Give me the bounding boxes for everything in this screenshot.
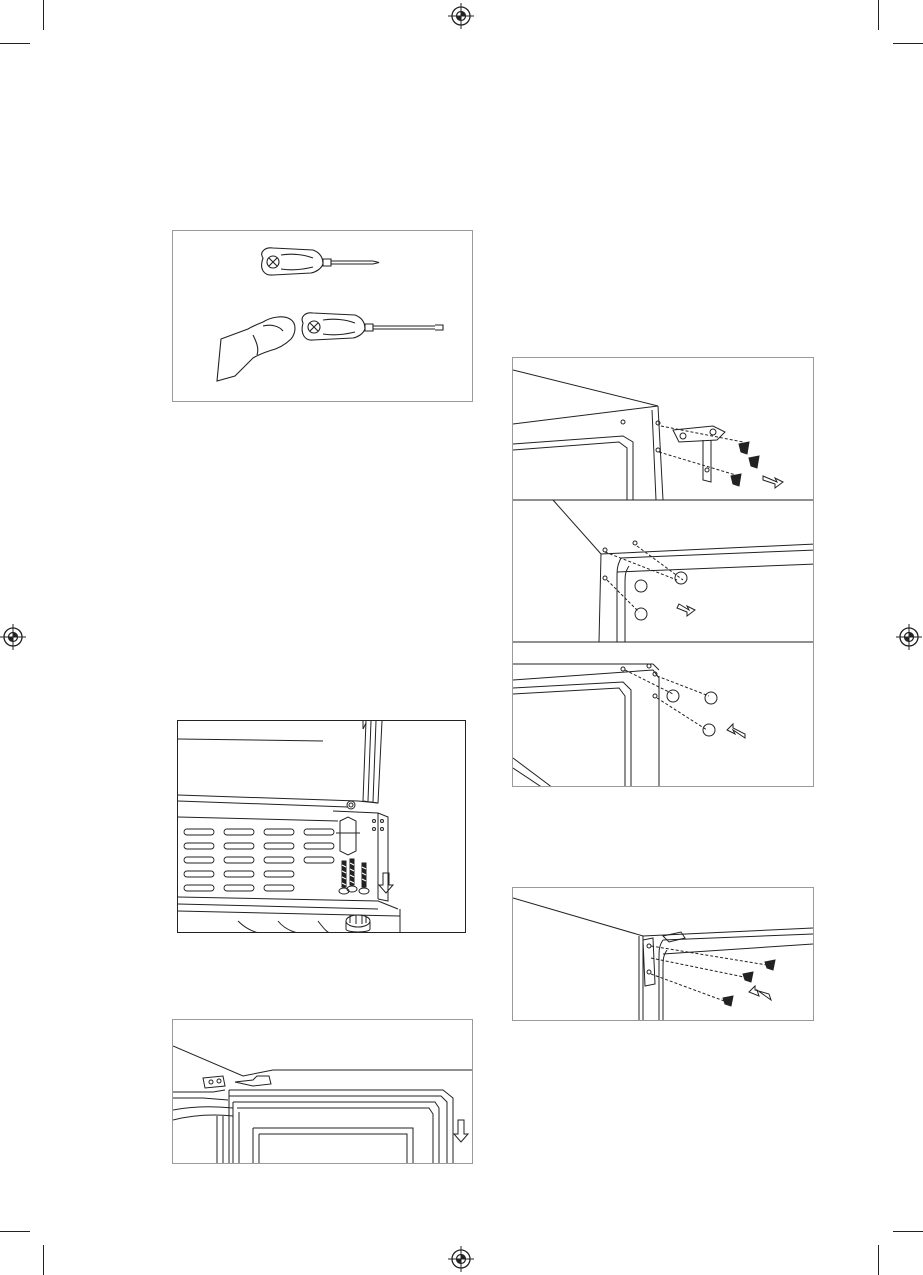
registration-mark-icon [0,624,26,650]
door-lowering-illustration-icon [173,1020,473,1164]
crop-mark [43,1245,44,1275]
hinge-transfer-illustration-icon [513,358,814,787]
crop-mark [43,0,44,30]
plinth-screws-illustration-icon [178,721,466,933]
registration-mark-icon [448,1246,474,1272]
door-removal-figure [172,1019,473,1164]
hinge-refit-figure [512,887,814,1021]
screwdriver-and-scraper-illustration-icon [173,231,473,402]
crop-mark [0,1231,30,1232]
hinge-refit-illustration-icon [513,888,814,1021]
crop-mark [893,1231,923,1232]
registration-mark-icon [896,624,922,650]
plinth-figure [177,720,466,933]
crop-mark [878,1245,879,1275]
hinge-steps-figure [512,357,814,787]
registration-mark-icon [448,3,474,29]
crop-mark [893,43,923,44]
crop-mark [0,43,30,44]
tools-figure [172,230,473,402]
crop-mark [878,0,879,30]
